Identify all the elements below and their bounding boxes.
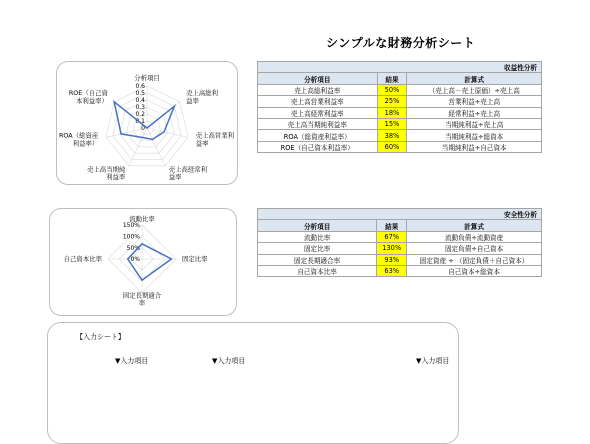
table-row bbox=[258, 118, 542, 129]
cell-formula: 当期純利益÷自己資本 bbox=[407, 141, 542, 152]
cell-result[interactable]: 38% bbox=[377, 130, 407, 141]
cell-result[interactable]: 18% bbox=[377, 107, 407, 118]
cell-result[interactable]: 67% bbox=[377, 231, 407, 242]
table-row bbox=[258, 84, 542, 95]
cell-result[interactable]: 93% bbox=[377, 254, 407, 265]
cell-formula: 経常利益÷売上高 bbox=[407, 107, 542, 118]
category-label: 固定比率 bbox=[182, 255, 208, 264]
section-label: 収益性分析 bbox=[258, 62, 542, 73]
cell-item: 売上高営業利益率 bbox=[258, 96, 378, 107]
cell-formula: 当期純利益÷総資本 bbox=[407, 130, 542, 141]
cell-item: 自己資本比率 bbox=[258, 265, 377, 276]
table-header-row bbox=[258, 73, 542, 84]
tick-label: 0.3 bbox=[135, 104, 145, 112]
input-sheet-title: 【入力シート】 bbox=[76, 333, 125, 341]
tick-label: 100% bbox=[122, 233, 140, 241]
tick-label: 150% bbox=[122, 222, 140, 230]
tick-label: 0 bbox=[141, 125, 145, 133]
category-label: 売上高経常利益率 bbox=[168, 165, 208, 182]
category-label: 自己資本比率 bbox=[63, 255, 102, 264]
cell-formula: 流動負債÷流動資産 bbox=[407, 231, 542, 242]
column-header: 計算式 bbox=[407, 73, 542, 84]
category-label: 売上高総利益率 bbox=[186, 89, 219, 106]
safety-table bbox=[257, 208, 542, 277]
cell-item: 売上高経常利益率 bbox=[258, 107, 378, 118]
column-header: 結果 bbox=[377, 220, 407, 231]
cell-result[interactable]: 15% bbox=[377, 118, 407, 129]
cell-formula: 固定資産 ÷ （固定負債＋自己資本） bbox=[407, 254, 542, 265]
cell-formula: （売上高－売上原価）÷売上高 bbox=[407, 84, 542, 95]
cell-result[interactable]: 60% bbox=[377, 141, 407, 152]
table-section-row bbox=[258, 62, 542, 73]
cell-item: 売上高総利益率 bbox=[258, 84, 378, 95]
tick-label: 0.5 bbox=[135, 90, 145, 98]
table-row bbox=[258, 243, 542, 254]
cell-item: ROA（総資産利益率） bbox=[258, 130, 378, 141]
table-row bbox=[258, 265, 542, 276]
table-row bbox=[258, 141, 542, 152]
column-header: 計算式 bbox=[407, 220, 542, 231]
tick-label: 0.6 bbox=[135, 83, 145, 91]
cell-item: 流動比率 bbox=[258, 231, 377, 242]
cell-formula: 自己資本÷総資本 bbox=[407, 265, 542, 276]
cell-item: 固定比率 bbox=[258, 243, 377, 254]
profitability-table bbox=[257, 61, 542, 153]
cell-formula: 営業利益÷売上高 bbox=[407, 96, 542, 107]
input-item-label[interactable]: ▼入力項目 bbox=[416, 357, 450, 365]
cell-result[interactable]: 25% bbox=[377, 96, 407, 107]
cell-formula: 当期純利益÷売上高 bbox=[407, 118, 542, 129]
tick-label: 0.4 bbox=[135, 97, 145, 105]
cell-item: 売上高当期純利益率 bbox=[258, 118, 378, 129]
input-item-label[interactable]: ▼入力項目 bbox=[212, 357, 246, 365]
table-section-row bbox=[258, 209, 542, 220]
column-header: 分析項目 bbox=[258, 73, 378, 84]
cell-result[interactable]: 130% bbox=[377, 243, 407, 254]
tick-label: 0.2 bbox=[135, 111, 145, 119]
table-row bbox=[258, 231, 542, 242]
category-label: 売上高営業利益率 bbox=[195, 131, 235, 148]
safety-radar-chart[interactable] bbox=[49, 208, 237, 316]
category-label: 売上高当期純利益率 bbox=[86, 165, 126, 182]
table-row bbox=[258, 96, 542, 107]
cell-result[interactable]: 50% bbox=[377, 84, 407, 95]
cell-item: 固定長期適合率 bbox=[258, 254, 377, 265]
page-title: シンプルな財務分析シート bbox=[326, 36, 476, 50]
axis-spoke bbox=[147, 128, 188, 137]
input-item-label[interactable]: ▼入力項目 bbox=[115, 357, 149, 365]
section-label: 安全性分析 bbox=[258, 209, 542, 220]
cell-item: ROE（自己資本利益率） bbox=[258, 141, 378, 152]
category-label: 流動比率 bbox=[129, 215, 155, 224]
cell-formula: 固定負債÷自己資本 bbox=[407, 243, 542, 254]
radar-chart-svg bbox=[57, 62, 237, 184]
category-label: ROE（自己資本利益率） bbox=[68, 89, 108, 106]
table-row bbox=[258, 130, 542, 141]
profitability-radar-chart[interactable] bbox=[56, 61, 238, 185]
tick-label: 0% bbox=[130, 256, 140, 264]
table-header-row bbox=[258, 220, 542, 231]
tick-label: 50% bbox=[126, 244, 140, 252]
table-row bbox=[258, 107, 542, 118]
category-label: 固定長期適合率 bbox=[122, 291, 162, 308]
cell-result[interactable]: 63% bbox=[377, 265, 407, 276]
column-header: 結果 bbox=[377, 73, 407, 84]
category-label: 分析項目 bbox=[134, 74, 160, 83]
tick-label: 0.1 bbox=[135, 118, 145, 126]
category-label: ROA（総資産利益率） bbox=[58, 131, 99, 148]
table-row bbox=[258, 254, 542, 265]
radar-chart-svg bbox=[50, 209, 236, 315]
column-header: 分析項目 bbox=[258, 220, 377, 231]
